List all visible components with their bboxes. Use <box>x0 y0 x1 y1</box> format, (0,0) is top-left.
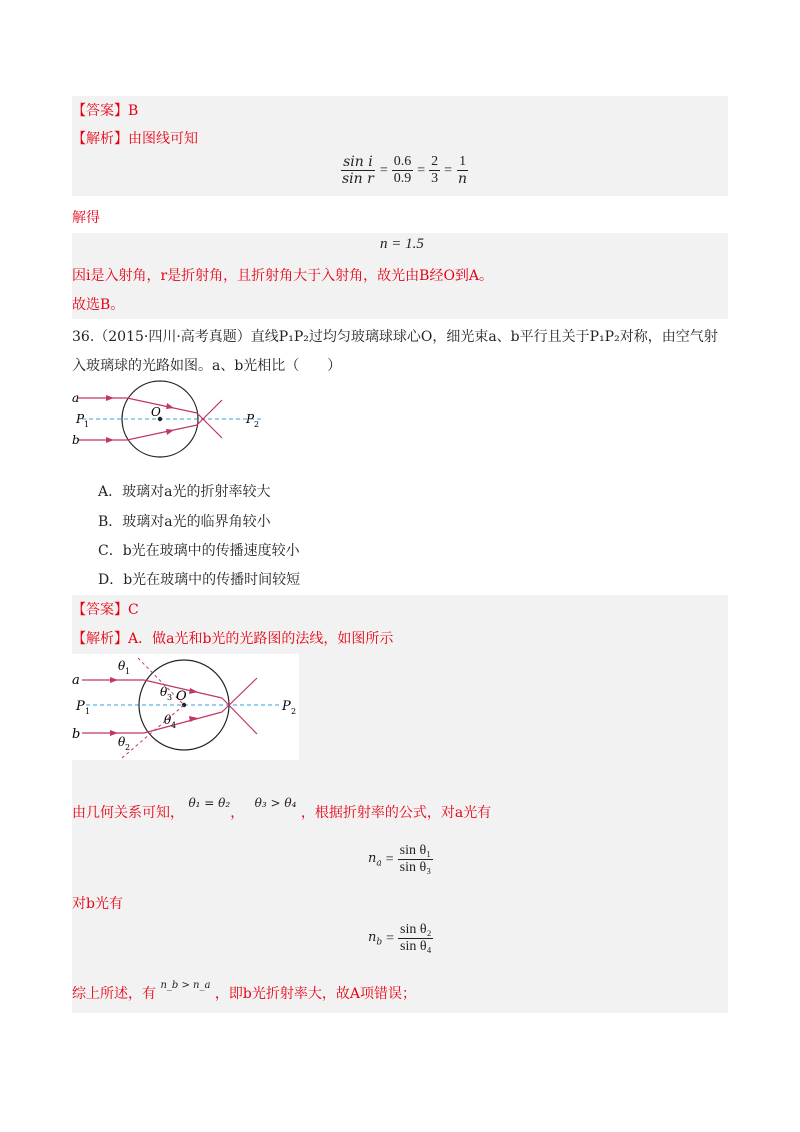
analysis-line-35: 【解析】由图线可知 <box>72 131 198 147</box>
question-36-stem-1: 36.（2015·四川·高考真题）直线P₁P₂过均匀玻璃球球心O，细光束a、b平行且关于P₁P₂对称，由空气射 <box>72 329 718 345</box>
option-a[interactable]: A．玻璃对a光的折射率较大 <box>98 484 271 500</box>
svg-text:1: 1 <box>125 667 131 676</box>
label-b: b <box>72 433 80 447</box>
equation-n: n = 1.5 <box>380 236 424 252</box>
eq-nb-na: n_b > n_a <box>160 980 211 991</box>
eq-theta1-theta2: θ₁ = θ₂ <box>188 796 231 810</box>
equation-sin-ratio: $\frac{\text{sin i}}{\text{sin r}}$ = $\frac{0.6}{0.9}$ = $\frac{2}{3}$ = $\frac{1}{n}$ <box>342 154 468 187</box>
eq-theta3-theta4: θ₃ > θ₄ <box>254 796 297 810</box>
svg-text:1: 1 <box>84 420 90 429</box>
option-d[interactable]: D．b光在玻璃中的传播时间较短 <box>98 572 301 588</box>
answer-line-35: 【答案】B <box>72 103 139 119</box>
conclusion-text: 故选B。 <box>72 297 125 313</box>
light-path-figure <box>72 378 272 458</box>
formula-nb: $n_b$ = $\frac{\text{sin θ₂}}{\text{sin θ₄}}$ <box>368 922 432 954</box>
label-b-2: b <box>72 727 81 742</box>
svg-text:3: 3 <box>167 693 173 702</box>
option-b[interactable]: B．玻璃对a光的临界角较小 <box>98 514 271 530</box>
label-p1-2: P <box>76 699 85 714</box>
label-a: a <box>72 391 80 405</box>
geometry-line: 由几何关系可知， θ₁ = θ₂， θ₃ > θ₄ ，根据折射率的公式，对a光有 <box>72 796 492 821</box>
label-p1: P <box>76 412 85 426</box>
svg-text:2: 2 <box>125 743 131 752</box>
svg-text:1: 1 <box>85 707 91 716</box>
option-c[interactable]: C．b光在玻璃中的传播速度较小 <box>98 543 300 559</box>
label-o-2: O <box>176 689 187 704</box>
analysis-line-36: 【解析】A．做a光和b光的光路图的法线，如图所示 <box>72 631 394 647</box>
dui-b-text: 对b光有 <box>72 896 123 912</box>
theta2-label: θ <box>118 735 126 749</box>
label-o: O <box>151 405 161 419</box>
reason-text: 因i是入射角，r是折射角，且折射角大于入射角，故光由B经O到A。 <box>72 268 494 284</box>
label-p2: P <box>246 412 255 426</box>
jiede-text: 解得 <box>72 210 100 226</box>
theta3-label: θ <box>160 685 168 699</box>
svg-text:4: 4 <box>171 721 177 730</box>
svg-text:2: 2 <box>254 420 260 429</box>
summary-line: 综上所述，有 $^{n\_b > n\_a}$ ，即b光折射率大，故A项错误； <box>72 980 416 1002</box>
theta4-label: θ <box>164 713 172 727</box>
normal-lines-figure <box>72 654 299 760</box>
label-a-2: a <box>72 673 80 688</box>
question-36-stem-2: 入玻璃球的光路如图。a、b光相比（ ） <box>72 358 342 374</box>
theta1-label: θ <box>118 659 126 673</box>
formula-na: $n_a$ = $\frac{\text{sin θ₁}}{\text{sin θ₃}}$ <box>368 843 432 875</box>
svg-text:2: 2 <box>291 707 297 716</box>
answer-line-36: 【答案】C <box>72 602 139 618</box>
label-p2-2: P <box>282 699 291 714</box>
